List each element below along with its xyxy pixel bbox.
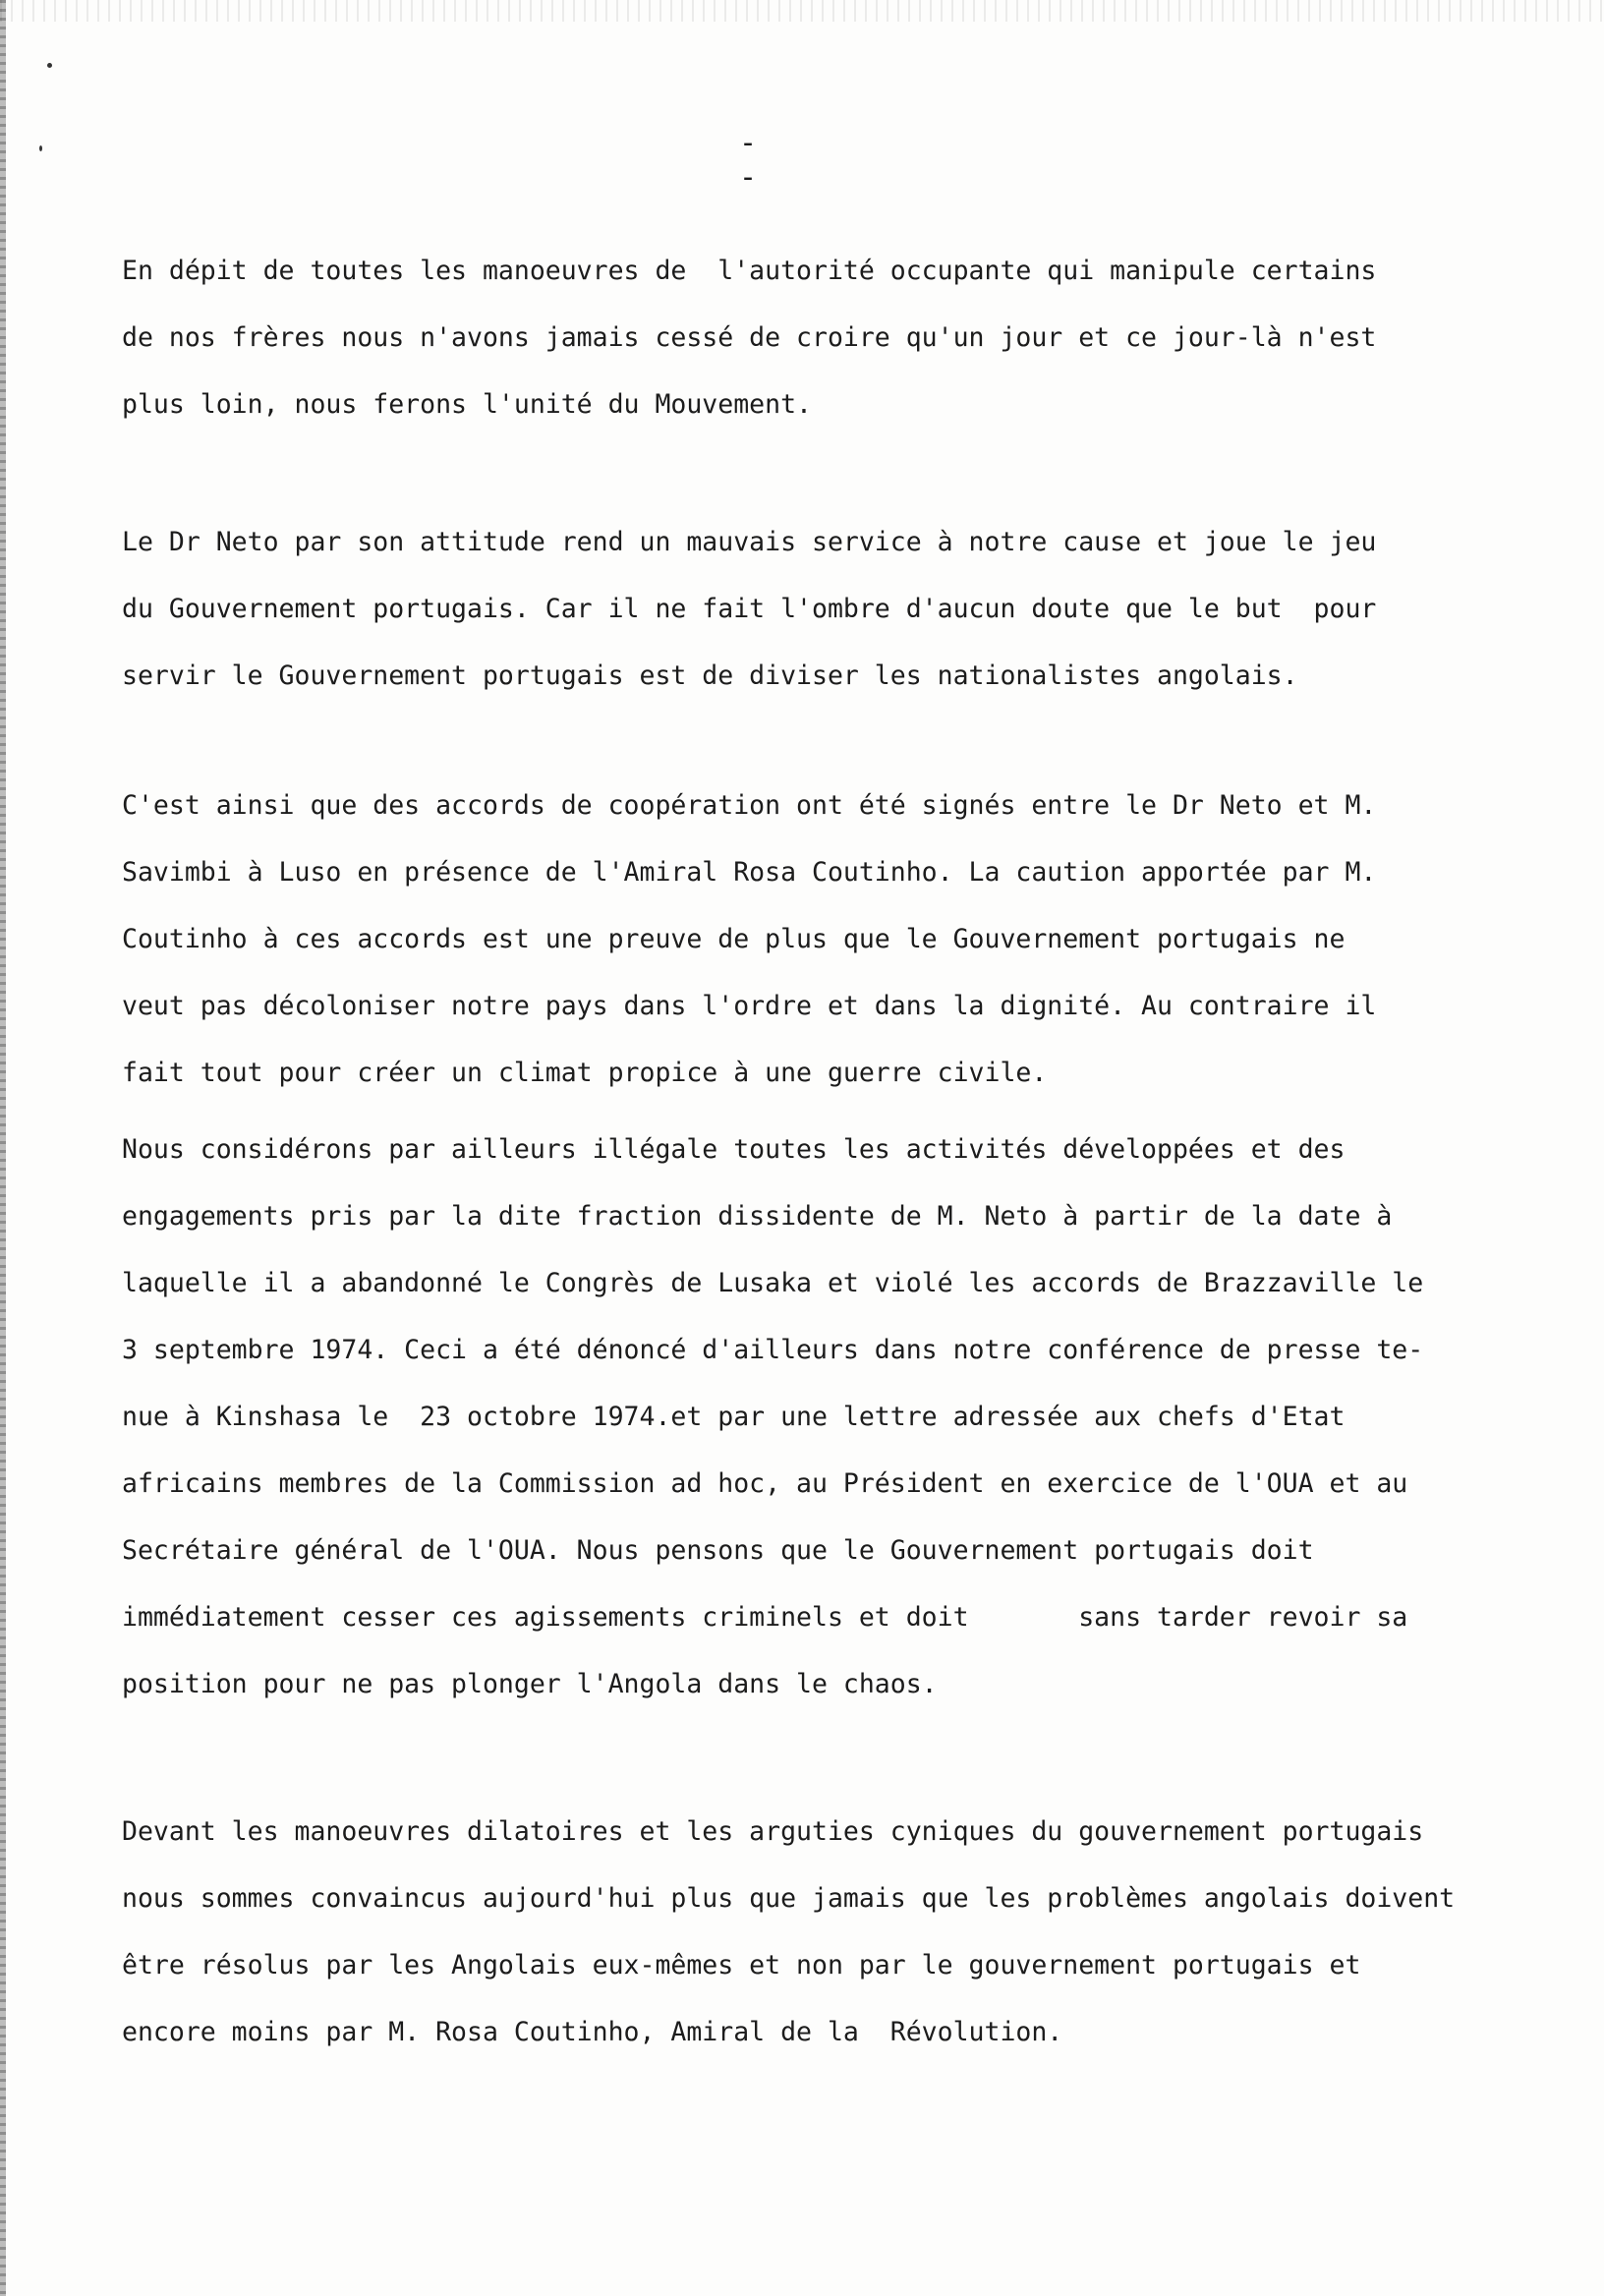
text-line: Coutinho à ces accords est une preuve de plus que le Gouvernement portugais ne bbox=[122, 924, 1346, 954]
text-line: Secrétaire général de l'OUA. Nous pensons que le Gouvernement portugais doit bbox=[122, 1535, 1314, 1566]
text-line: 3 septembre 1974. Ceci a été dénoncé d'ailleurs dans notre conférence de presse te- bbox=[122, 1335, 1424, 1365]
paragraph-1 bbox=[122, 238, 1557, 438]
text-line: En dépit de toutes les manoeuvres de l'autorité occupante qui manipule certains bbox=[122, 256, 1377, 286]
paragraph-3 bbox=[122, 773, 1557, 1107]
paragraph-5 bbox=[122, 1799, 1557, 2066]
text-line: engagements pris par la dite fraction dissidente de M. Neto à partir de la date à bbox=[122, 1201, 1393, 1232]
paragraph-4 bbox=[122, 1117, 1557, 1718]
text-line: Devant les manoeuvres dilatoires et les arguties cyniques du gouvernement portugais bbox=[122, 1816, 1424, 1847]
text-line: laquelle il a abandonné le Congrès de Lusaka et violé les accords de Brazzaville le bbox=[122, 1268, 1424, 1298]
paragraph-2 bbox=[122, 509, 1557, 710]
page-number-marker: - - bbox=[739, 126, 797, 195]
text-line: être résolus par les Angolais eux-mêmes et non par le gouvernement portugais et bbox=[122, 1950, 1361, 1980]
text-line: nue à Kinshasa le 23 octobre 1974.et par une lettre adressée aux chefs d'Etat bbox=[122, 1402, 1346, 1432]
text-line: encore moins par M. Rosa Coutinho, Amiral de la Révolution. bbox=[122, 2017, 1063, 2047]
scan-left-edge bbox=[0, 0, 6, 2296]
scan-mark bbox=[39, 145, 42, 151]
text-line: du Gouvernement portugais. Car il ne fait l'ombre d'aucun doute que le but pour bbox=[122, 594, 1377, 624]
text-line: position pour ne pas plonger l'Angola dans le chaos. bbox=[122, 1669, 938, 1699]
scan-mark bbox=[47, 63, 52, 68]
scan-top-edge bbox=[0, 0, 1604, 22]
text-line: fait tout pour créer un climat propice à une guerre civile. bbox=[122, 1058, 1048, 1088]
text-line: de nos frères nous n'avons jamais cessé de croire qu'un jour et ce jour-là n'est bbox=[122, 322, 1377, 353]
text-line: nous sommes convaincus aujourd'hui plus que jamais que les problèmes angolais doivent bbox=[122, 1883, 1456, 1914]
text-line: C'est ainsi que des accords de coopération ont été signés entre le Dr Neto et M. bbox=[122, 790, 1377, 821]
text-line: africains membres de la Commission ad hoc, au Président en exercice de l'OUA et au bbox=[122, 1468, 1408, 1499]
text-line: Nous considérons par ailleurs illégale toutes les activités développées et des bbox=[122, 1134, 1346, 1165]
text-line: plus loin, nous ferons l'unité du Mouvement. bbox=[122, 389, 812, 420]
text-line: veut pas décoloniser notre pays dans l'ordre et dans la dignité. Au contraire il bbox=[122, 991, 1377, 1021]
text-line: immédiatement cesser ces agissements criminels et doit sans tarder revoir sa bbox=[122, 1602, 1408, 1633]
text-line: Savimbi à Luso en présence de l'Amiral Rosa Coutinho. La caution apportée par M. bbox=[122, 857, 1377, 888]
text-line: Le Dr Neto par son attitude rend un mauvais service à notre cause et joue le jeu bbox=[122, 527, 1377, 557]
text-line: servir le Gouvernement portugais est de diviser les nationalistes angolais. bbox=[122, 660, 1298, 691]
